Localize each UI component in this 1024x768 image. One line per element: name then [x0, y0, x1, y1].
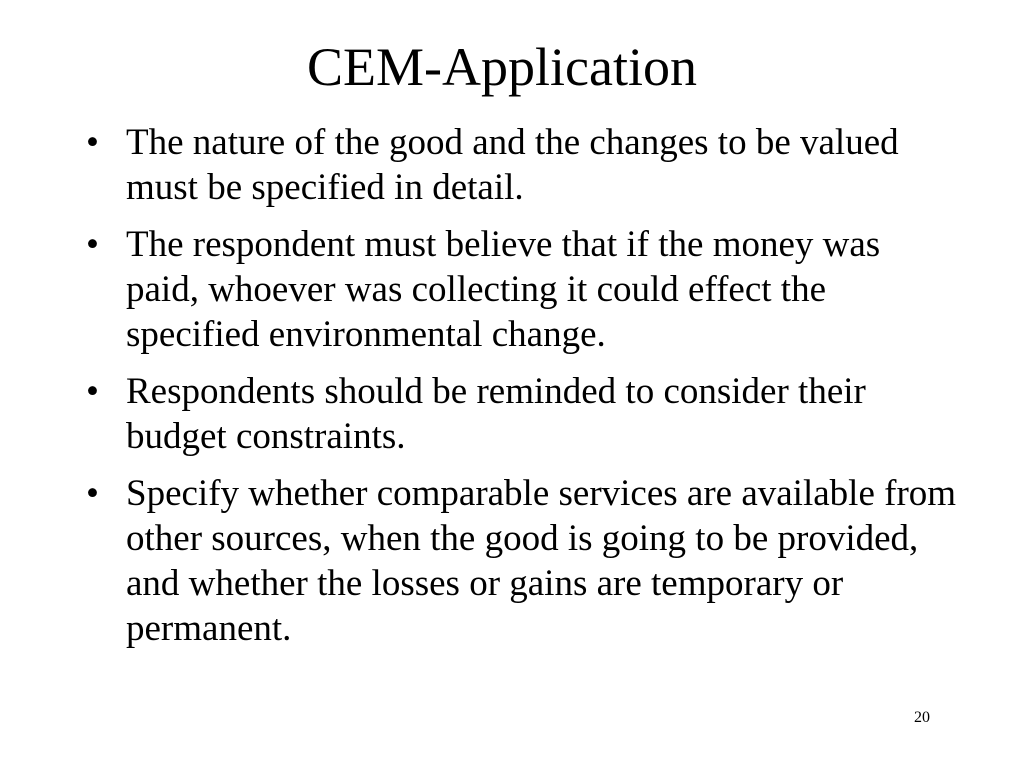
bullet-dot-icon: • [86, 371, 99, 412]
bullet-dot-icon: • [86, 224, 99, 265]
slide-title: CEM-Application [307, 37, 697, 97]
bullet-item-4 [80, 471, 960, 651]
bullet-text: Specify whether comparable services are available from other sources, when the good is going to be provided, and whether the losses or gains are temporary or permanent. [126, 473, 957, 649]
slide-number: 20 [914, 709, 930, 726]
bullet-item-1 [80, 120, 960, 210]
bullet-text: The respondent must believe that if the money was paid, whoever was collecting it could effect the specified environmental change. [126, 224, 881, 355]
bullet-text: Respondents should be reminded to consider their budget constraints. [126, 371, 866, 457]
bullet-text: The nature of the good and the changes to be valued must be specified in detail. [126, 122, 899, 208]
bullet-list [80, 120, 960, 663]
bullet-dot-icon: • [86, 122, 99, 163]
bullet-item-2 [80, 222, 960, 357]
bullet-item-3 [80, 369, 960, 459]
bullet-dot-icon: • [86, 473, 99, 514]
